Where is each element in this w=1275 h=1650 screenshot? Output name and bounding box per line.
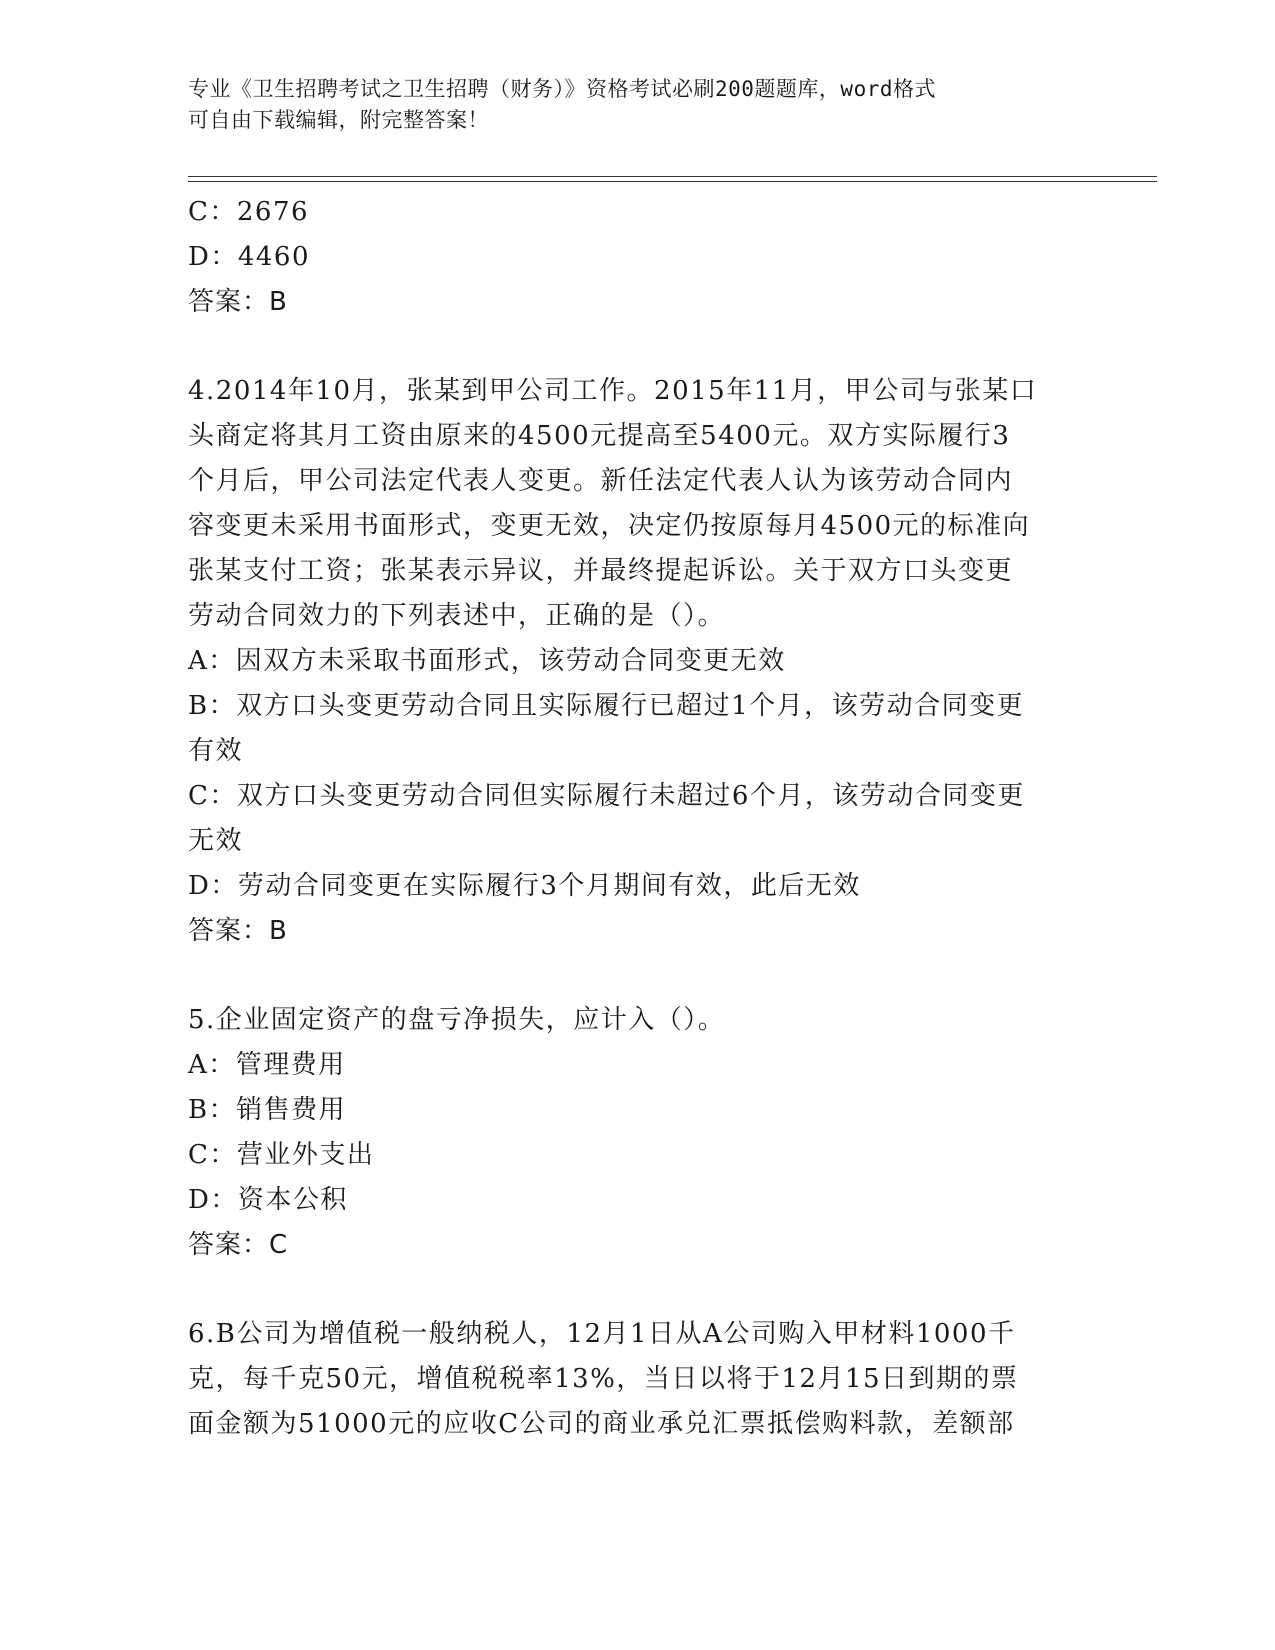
header-title-line-2: 可自由下载编辑，附完整答案！ xyxy=(188,108,489,132)
q4-stem-line: 容变更未采用书面形式，变更无效，决定仍按原每月4500元的标准向 xyxy=(188,511,1031,541)
q4-stem-line: 4.2014年10月，张某到甲公司工作。2015年11月，甲公司与张某口 xyxy=(188,376,1038,406)
q6-stem-line: 克，每千克50元，增值税税率13%，当日以将于12月15日到期的票 xyxy=(188,1364,1019,1394)
q4-stem-line: 个月后，甲公司法定代表人变更。新任法定代表人认为该劳动合同内 xyxy=(188,466,1014,496)
spacer xyxy=(188,325,1088,369)
q4-stem-line: 头商定将其月工资由原来的4500元提高至5400元。双方实际履行3 xyxy=(188,421,1011,451)
q5-option-b: B：销售费用 xyxy=(188,1095,347,1125)
q4-option-d: D：劳动合同变更在实际履行3个月期间有效，此后无效 xyxy=(188,871,861,901)
q4-stem-line: 张某支付工资；张某表示异议，并最终提起诉讼。关于双方口头变更 xyxy=(188,556,1014,586)
question-content xyxy=(188,190,1088,1447)
q4-stem-line: 劳动合同效力的下列表述中，正确的是（）。 xyxy=(188,601,726,631)
q5-option-c: C：营业外支出 xyxy=(188,1140,375,1170)
header-divider-bottom xyxy=(188,181,1157,182)
q4-option-a: A：因双方未采取书面形式，该劳动合同变更无效 xyxy=(188,646,786,676)
q3-option-c: C：2676 xyxy=(188,197,310,227)
document-header xyxy=(188,74,1088,136)
q4-option-b: B：双方口头变更劳动合同且实际履行已超过1个月，该劳动合同变更 xyxy=(188,691,1025,721)
q4-option-c: C：双方口头变更劳动合同但实际履行未超过6个月，该劳动合同变更 xyxy=(188,781,1025,811)
q4-option-b-cont: 有效 xyxy=(188,736,244,766)
spacer xyxy=(188,1268,1088,1312)
header-divider-top xyxy=(188,176,1157,177)
q6-stem-line: 6.B公司为增值税一般纳税人，12月1日从A公司购入甲材料1000千 xyxy=(188,1319,1016,1349)
q4-answer: 答案：B xyxy=(188,916,288,946)
header-title-line-1: 专业《卫生招聘考试之卫生招聘（财务）》资格考试必刷200题题库，word格式 xyxy=(188,77,936,101)
q3-option-d: D：4460 xyxy=(188,242,311,272)
spacer xyxy=(188,954,1088,998)
q4-option-c-cont: 无效 xyxy=(188,826,244,856)
q5-answer: 答案：C xyxy=(188,1230,289,1260)
q5-option-a: A：管理费用 xyxy=(188,1050,346,1080)
q5-option-d: D：资本公积 xyxy=(188,1185,348,1215)
q3-answer: 答案：B xyxy=(188,287,288,317)
q6-stem-line: 面金额为51000元的应收C公司的商业承兑汇票抵偿购料款，差额部 xyxy=(188,1409,1015,1439)
q5-stem: 5.企业固定资产的盘亏净损失，应计入（）。 xyxy=(188,1005,726,1035)
